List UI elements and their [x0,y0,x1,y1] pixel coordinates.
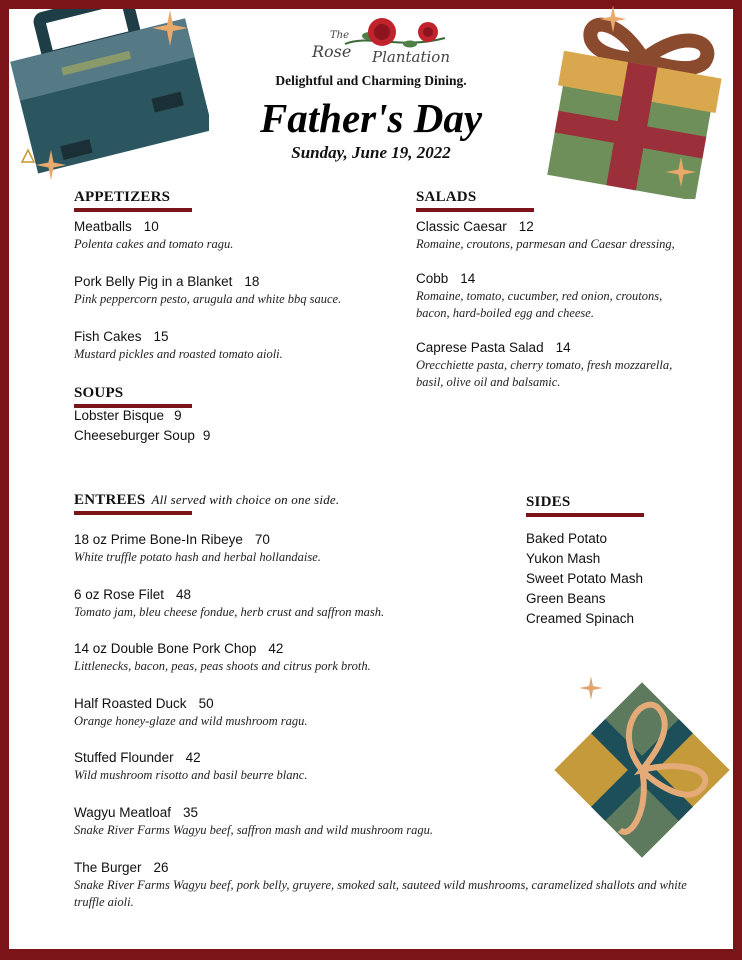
item-name: Cheeseburger Soup [74,428,195,443]
menu-item [74,426,210,446]
appetizers-heading-text: APPETIZERS [74,189,171,205]
side-item: Sweet Potato Mash [526,571,644,586]
menu-item [74,406,182,426]
menu-item [74,695,534,730]
item-name: Classic Caesar [416,219,507,234]
menu-item [416,218,706,253]
item-name: Caprese Pasta Salad [416,340,544,355]
item-price: 42 [268,641,284,656]
item-price: 9 [174,408,182,423]
item-description: Wild mushroom risotto and basil beurre blanc. [74,768,308,782]
item-description: Orecchiette pasta, cherry tomato, fresh mozzarella, basil, olive oil and balsamic. [416,358,673,389]
item-price: 48 [176,587,192,602]
item-price: 12 [518,219,534,234]
item-price: 9 [202,428,211,443]
side-item: Yukon Mash [526,551,601,566]
item-name: Meatballs [74,219,132,234]
entrees-note: All served with choice on one side. [151,492,340,507]
item-price: 18 [244,274,260,289]
event-date: Sunday, June 19, 2022 [291,143,451,162]
item-name: 6 oz Rose Filet [74,587,165,602]
menu-item [416,270,691,322]
side-item: Green Beans [526,591,606,606]
salads-heading [416,189,534,212]
item-price: 26 [153,860,169,875]
item-price: 15 [153,329,169,344]
item-name: The Burger [74,860,142,875]
menu-item [74,328,394,363]
item-name: Fish Cakes [74,329,142,344]
item-description: Romaine, croutons, parmesan and Caesar dressing, [416,237,675,251]
soups-heading-text: SOUPS [74,385,124,401]
menu-item [74,804,534,839]
item-name: 14 oz Double Bone Pork Chop [74,641,257,656]
logo-rose: Rose [312,42,352,61]
appetizers-heading [74,189,192,212]
item-name: Stuffed Flounder [74,750,174,765]
menu-item [74,749,534,784]
menu-item [74,859,714,911]
side-item: Creamed Spinach [526,611,635,626]
sides-heading [526,494,644,517]
entrees-heading [74,492,340,515]
item-name: Pork Belly Pig in a Blanket [74,274,233,289]
sides-heading-text: SIDES [526,494,571,510]
page-title: Father's Day [259,95,483,141]
item-price: 70 [254,532,270,547]
item-name: Lobster Bisque [74,408,165,423]
menu-item [74,531,534,566]
sparkle-icon [150,8,190,48]
item-description: Pink peppercorn pesto, arugula and white bbq sauce. [74,292,342,306]
item-price: 10 [143,219,159,234]
item-description: Mustard pickles and roasted tomato aioli. [74,347,283,361]
menu-item [74,586,534,621]
item-price: 35 [183,805,199,820]
item-description: White truffle potato hash and herbal hollandaise. [74,550,321,564]
sparkle-icon [578,675,604,701]
entrees-heading-text: ENTREES [74,492,146,508]
tagline: Delightful and Charming Dining. [275,73,467,88]
item-description: Snake River Farms Wagyu beef, pork belly, gruyere, smoked salt, sauteed wild mushrooms, caramelized shallots and white truffle aioli. [74,878,687,909]
menu-item [74,218,394,253]
item-price: 42 [185,750,201,765]
salads-heading-text: SALADS [416,189,477,205]
item-name: Half Roasted Duck [74,696,187,711]
logo-the: The [330,30,350,41]
item-description: Snake River Farms Wagyu beef, saffron mash and wild mushroom ragu. [74,823,434,837]
item-description: Orange honey-glaze and wild mushroom ragu. [74,714,308,728]
item-description: Polenta cakes and tomato ragu. [74,237,234,251]
item-description: Littlenecks, bacon, peas, peas shoots and citrus pork broth. [74,659,371,673]
item-price: 14 [460,271,476,286]
menu-item [74,273,394,308]
item-price: 50 [198,696,214,711]
item-description: Tomato jam, bleu cheese fondue, herb crust and saffron mash. [74,605,385,619]
menu-item [416,339,691,391]
sparkle-icon [598,4,628,34]
item-name: Cobb [416,271,449,286]
menu-item [74,640,534,675]
soups-heading [74,385,192,408]
logo-plantation: Plantation [372,48,450,66]
side-item: Baked Potato [526,531,608,546]
item-name: Wagyu Meatloaf [74,805,172,820]
item-name: 18 oz Prime Bone-In Ribeye [74,532,243,547]
item-price: 14 [555,340,571,355]
item-description: Romaine, tomato, cucumber, red onion, croutons, bacon, hard-boiled egg and cheese. [416,289,663,320]
